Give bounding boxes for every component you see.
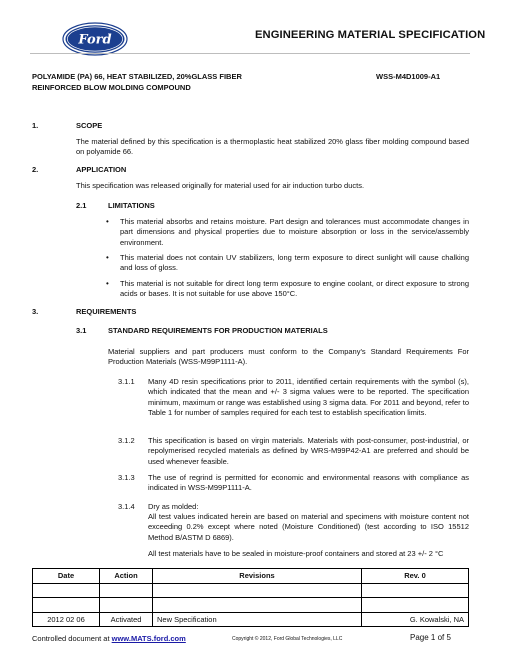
column-header-date: Date xyxy=(33,569,100,584)
item-3-1-2-text: This specification is based on virgin materials. Materials with post-consumer, post-industrial, or repolymerised recycled materials as defined by WRS-M99P42-A1 are preferred and should be used whenever feasible. xyxy=(148,436,469,466)
table-header-row xyxy=(33,569,469,584)
table-row xyxy=(33,598,469,613)
column-header-action: Action xyxy=(100,569,153,584)
table-cell-revisions: New Specification xyxy=(153,612,362,627)
table-cell xyxy=(33,598,100,613)
section-2-text: This specification was released originally for material used for air induction turbo ducts. xyxy=(76,181,365,190)
limitation-bullet-3: This material is not suitable for direct long term exposure to engine coolant, or direct exposure to strong acids or bases. It is not suitable for use above 150°C. xyxy=(120,279,469,299)
bullet-icon: • xyxy=(106,253,109,262)
item-3-1-1-text: Many 4D resin specifications prior to 2011, identified certain requirements with the symbol (s), which indicated that the mean and +/- 3 sigma values were to be reported. The specification minimum, maximum or range was established using 3 sigma data. For 2011 and beyond, refer to Table 1 for number of samples required for each test to establish specification limits. xyxy=(148,377,469,418)
section-3-number: 3. xyxy=(32,307,39,316)
spec-number: WSS-M4D1009-A1 xyxy=(376,72,441,81)
limitation-bullet-2: This material does not contain UV stabilizers, long term exposure to direct sunlight will cause chalking and loss of gloss. xyxy=(120,253,469,273)
item-3-1-4-title: Dry as molded: xyxy=(148,502,199,511)
item-3-1-4-number: 3.1.4 xyxy=(118,502,135,511)
page-number: Page 1 of 5 xyxy=(410,633,451,642)
table-row xyxy=(33,612,469,627)
bullet-icon: • xyxy=(106,279,109,288)
section-1-number: 1. xyxy=(32,121,39,130)
section-2-number: 2. xyxy=(32,165,39,174)
subsection-3-1-text: Material suppliers and part producers must conform to the Company's Standard Requirements For Production Materials (WSS-M99P1111-A). xyxy=(108,347,469,367)
table-row xyxy=(33,583,469,598)
table-cell-date: 2012 02 06 xyxy=(33,612,100,627)
table-cell-rev: G. Kowalski, NA xyxy=(362,612,469,627)
section-2-title: APPLICATION xyxy=(76,165,127,174)
ford-logo xyxy=(62,22,128,56)
material-title-line-1: POLYAMIDE (PA) 66, HEAT STABILIZED, 20%GLASS FIBER xyxy=(32,72,242,81)
item-3-1-3-text: The use of regrind is permitted for economic and environmental reasons with compliance as indicated in WSS-M99P1111-A. xyxy=(148,473,469,493)
table-cell xyxy=(153,583,362,598)
column-header-revisions: Revisions xyxy=(153,569,362,584)
item-3-1-3-number: 3.1.3 xyxy=(118,473,135,482)
logo-text: Ford xyxy=(78,32,112,48)
column-header-rev: Rev. 0 xyxy=(362,569,469,584)
copyright-notice: Copyright © 2012, Ford Global Technologies, LLC xyxy=(232,636,343,642)
subsection-2-1-number: 2.1 xyxy=(76,201,87,210)
table-cell xyxy=(33,583,100,598)
table-cell xyxy=(100,598,153,613)
storage-note: All test materials have to be sealed in moisture-proof containers and stored at 23 +/- 2 °C xyxy=(148,549,444,558)
revision-table xyxy=(32,568,469,627)
table-cell xyxy=(153,598,362,613)
section-1-title: SCOPE xyxy=(76,121,103,130)
table-cell xyxy=(362,598,469,613)
table-cell xyxy=(362,583,469,598)
bullet-icon: • xyxy=(106,217,109,226)
subsection-2-1-title: LIMITATIONS xyxy=(108,201,155,210)
subsection-3-1-title: STANDARD REQUIREMENTS FOR PRODUCTION MATERIALS xyxy=(108,326,328,335)
material-title-line-2: REINFORCED BLOW MOLDING COMPOUND xyxy=(32,82,191,92)
table-cell-action: Activated xyxy=(100,612,153,627)
limitation-bullet-1: This material absorbs and retains moisture. Part design and tolerances must accommodate changes in part dimensions and physical properties due to moisture absorption or loss in the service/assembly environment. xyxy=(120,217,469,247)
item-3-1-4-text: All test values indicated herein are based on material and specimens with moisture content not exceeding 0.2% except where noted (Moisture Conditioned) (test according to ISO 15512 Method B/ASTM D 6869). xyxy=(148,512,469,542)
mats-link[interactable]: www.MATS.ford.com xyxy=(111,634,186,643)
item-3-1-1-number: 3.1.1 xyxy=(118,377,135,386)
document-title: ENGINEERING MATERIAL SPECIFICATION xyxy=(255,29,486,41)
material-title xyxy=(32,72,242,93)
section-1-text: The material defined by this specification is a thermoplastic heat stabilized 20% glass fiber molding compound based on polyamide 66. xyxy=(76,137,469,157)
item-3-1-2-number: 3.1.2 xyxy=(118,436,135,445)
subsection-3-1-number: 3.1 xyxy=(76,326,87,335)
section-3-title: REQUIREMENTS xyxy=(76,307,137,316)
controlled-document-note xyxy=(32,634,186,643)
table-cell xyxy=(100,583,153,598)
header-divider xyxy=(30,53,470,54)
controlled-document-prefix: Controlled document at xyxy=(32,634,110,643)
